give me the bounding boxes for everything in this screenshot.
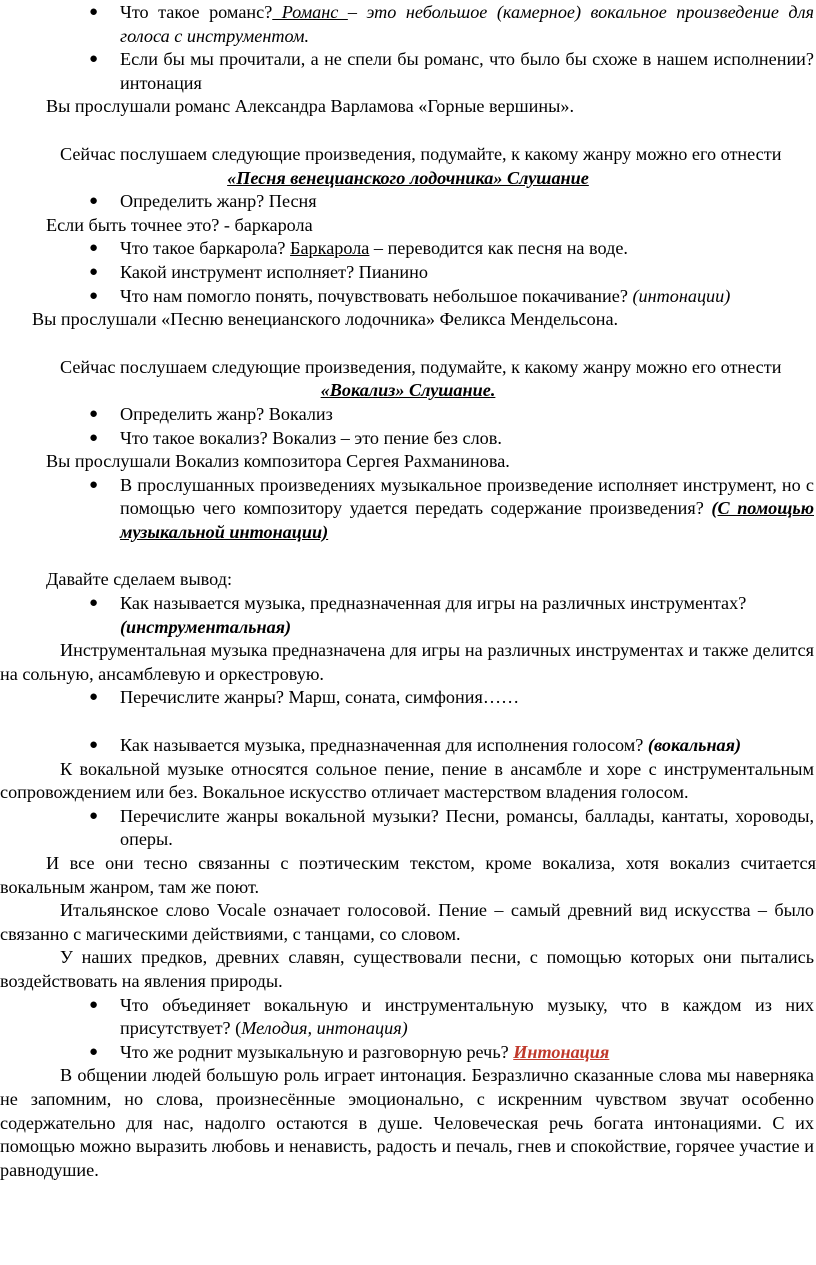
section-heading [0,379,816,403]
paragraph: Вы прослушали «Песню венецианского лодочника» Феликса Мендельсона. [32,309,619,330]
paragraph: В общении людей большую роль играет интонация. Безразлично сказанные слова мы наверняка не запомним, но слова, произнесённые эмоционально, с искренним чувством звучат особенно содержательно для нас, надолго остаются в душе. Человеческая речь богата интонациями. С их помощью можно выразить любовь и ненависть, радость и печаль, гнев и спокойствие, горячее участие и равнодушие. [0,1065,814,1180]
item-text: Какой инструмент исполняет? Пианино [120,261,428,282]
list-item [0,686,816,710]
paragraph: К вокальной музыке относятся сольное пение, пение в ансамбле и хоре с инструментальным сопровождением или без. Вокальное искусство отличает мастерством владения голосом. [0,758,814,803]
list-item [0,261,816,285]
definition-text: – переводится как песня на воде. [369,238,628,259]
paragraph: Сейчас послушаем следующие произведения, подумайте, к какому жанру можно его отнести [60,143,782,164]
question-text: Что такое баркарола? [120,238,291,259]
answer-highlight: Интонация [513,1041,610,1062]
paragraph: Вы прослушали романс Александра Варламова «Горные вершины». [46,96,575,117]
item-text: Определить жанр? Вокализ [120,403,333,424]
bullet-icon: ● [89,263,99,280]
bullet-icon: ● [89,240,99,257]
question-text: Как называется музыка, предназначенная для исполнения голосом? [120,735,648,756]
bullet-icon: ● [89,807,99,824]
item-text: Что такое вокализ? Вокализ – это пение без слов. [120,427,502,448]
list-item [0,474,816,545]
answer-text: (инструментальная) [120,616,292,637]
paragraph: У наших предков, древних славян, существовали песни, с помощью которых они пытались воздействовать на явления природы. [0,947,814,991]
list-item [0,1041,816,1065]
item-text: Определить жанр? Песня [120,191,317,212]
list-item [0,994,816,1041]
bullet-icon: ● [89,4,99,20]
bullet-icon: ● [89,51,99,68]
paragraph: Давайте сделаем вывод: [46,569,233,590]
bullet-icon: ● [89,996,99,1013]
list-item [0,403,816,427]
section-heading [0,167,816,191]
list-item [0,1,816,48]
bullet-icon: ● [89,737,99,754]
bullet-icon: ● [89,689,99,706]
bullet-icon: ● [89,595,99,612]
question-text: Что такое романс? [120,2,273,22]
paragraph: Вы прослушали Вокализ композитора Сергея Рахманинова. [46,451,510,472]
heading-text: «Вокализ» Слушание. [320,380,496,401]
list-item [0,427,816,451]
question-text: Что объединяет вокальную и инструментальную музыку, что в каждом из них присутствует? ( [120,994,814,1039]
paragraph: И все они тесно связанны с поэтическим текстом, кроме вокализа, хотя вокализ считается вокальным жанром, там же поют. [0,853,816,897]
paragraph: Инструментальная музыка предназначена для игры на различных инструментах и также делится на сольную, ансамблевую и оркестровую. [0,640,814,684]
question-text: Как называется музыка, предназначенная для игры на различных инструментах? [120,593,747,614]
answer-text: (интонации) [632,285,731,306]
answer-text: Мелодия, интонация) [241,1018,408,1039]
term-romance: Романс [272,2,348,22]
list-item [0,237,816,261]
item-text: Перечислите жанры? Марш, соната, симфония…… [120,687,520,708]
bullet-icon: ● [89,476,99,493]
question-text: В прослушанных произведениях музыкальное произведение исполняет инструмент, но с помощью чего композитору удается передать содержание произведения? [120,474,814,519]
item-text: Если бы мы прочитали, а не спели бы романс, что было бы схоже в нашем исполнении? интонация [120,49,814,93]
list-item [0,805,816,852]
bullet-icon: ● [89,193,99,210]
question-text: Что же роднит музыкальную и разговорную речь? [120,1041,514,1062]
bullet-icon: ● [89,429,99,446]
list-item [0,48,816,95]
paragraph: Сейчас послушаем следующие произведения, подумайте, к какому жанру можно его отнести [60,356,782,377]
heading-text: «Песня венецианского лодочника» Слушание [227,167,589,188]
item-text: Перечислите жанры вокальной музыки? Песни, романсы, баллады, кантаты, хороводы, оперы. [120,805,814,850]
list-item [0,592,816,639]
question-text: Что нам помогло понять, почувствовать небольшое покачивание? [120,285,633,306]
answer-text: (вокальная) [647,735,742,756]
paragraph: Итальянское слово Vocale означает голосовой. Пение – самый древний вид искусства – было связанно с магическими действиями, с танцами, со словом. [0,900,814,944]
list-item [0,285,816,309]
term-barcarolle: Баркарола [290,238,370,259]
answer-text: (С помощью музыкальной интонации) [120,498,814,542]
list-item [0,190,816,214]
paragraph: Если быть точнее это? - баркарола [46,214,313,235]
bullet-icon: ● [89,1043,99,1060]
list-item [0,734,816,758]
definition-text: – это небольшое (камерное) вокальное произведение для голоса с инструментом. [120,2,814,46]
bullet-icon: ● [89,405,99,422]
bullet-icon: ● [89,287,99,304]
